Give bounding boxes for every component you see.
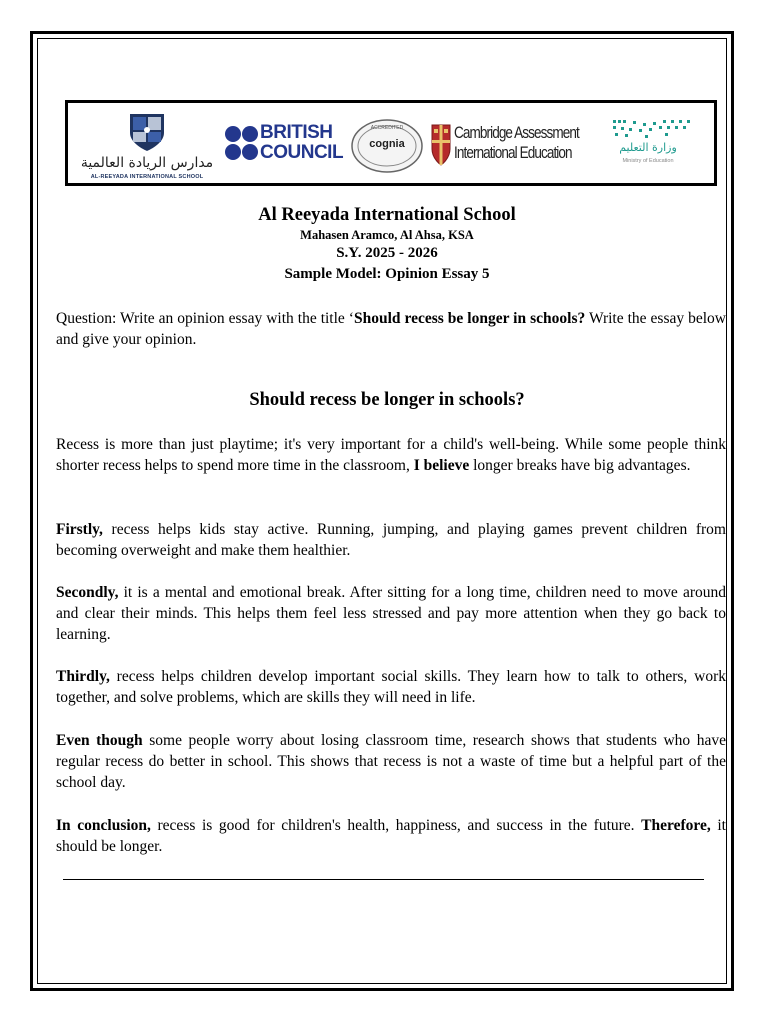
logo-bar	[65, 100, 717, 186]
school-name: Al Reeyada International School	[258, 205, 516, 225]
cambridge-logo	[430, 121, 610, 169]
cambridge-wordmark: Cambridge Assessment International Education	[454, 124, 579, 162]
reeyada-arabic-name: مدارس الريادة العالمية	[80, 155, 214, 171]
essay-paragraph-1: Firstly, recess helps kids stay active. Running, jumping, and playing games prevent children from becoming overweight and make them healthier.	[56, 521, 726, 559]
british-council-wordmark: BRITISH COUNCIL	[260, 122, 344, 163]
ministry-arabic-name: وزارة التعليم	[619, 141, 677, 154]
reeyada-english-name: AL-REEYADA INTERNATIONAL SCHOOL	[90, 174, 204, 180]
ministry-dots-icon	[603, 117, 693, 143]
cognia-seal-text: ACCREDITED	[370, 125, 404, 131]
ministry-english-name: Ministry of Education	[622, 158, 674, 164]
cognia-logo	[350, 118, 424, 174]
ministry-logo	[603, 113, 713, 173]
essay-title: Should recess be longer in schools?	[249, 390, 525, 410]
al-reeyada-logo	[72, 111, 222, 181]
british-council-dots-icon	[224, 123, 260, 167]
essay-paragraph-3: Thirdly, recess helps children develop important social skills. They learn how to talk to others, work together, and solve problems, which are skills they will need in life.	[56, 668, 726, 706]
british-council-logo	[224, 121, 350, 169]
cambridge-crest-icon	[430, 123, 452, 167]
school-address: Mahasen Aramco, Al Ahsa, KSA	[300, 228, 474, 242]
question-prompt: Question: Write an opinion essay with the title ‘Should recess be longer in schools? Write the essay below and give your opinion.	[56, 310, 726, 348]
essay-paragraph-2: Secondly, it is a mental and emotional break. After sitting for a long time, children need to move around and clear their minds. This helps them feel less stressed and pay more attention when they go back to learning.	[56, 584, 726, 643]
end-divider-line	[63, 879, 704, 880]
cognia-wordmark: cognia	[369, 138, 405, 150]
essay-conclusion: In conclusion, recess is good for children's health, happiness, and success in the future. Therefore, it should be longer.	[56, 817, 726, 855]
essay-intro-paragraph: Recess is more than just playtime; it's very important for a child's well-being. While some people think shorter recess helps to spend more time in the classroom, I believe longer breaks have big advantages.	[56, 436, 726, 474]
question-title: Should recess be longer in schools?	[353, 310, 586, 327]
shield-icon	[72, 111, 222, 155]
essay-model-title: Sample Model: Opinion Essay 5	[284, 266, 490, 282]
document-header	[40, 203, 734, 285]
school-year: S.Y. 2025 - 2026	[336, 245, 438, 261]
essay-paragraph-4: Even though some people worry about losing classroom time, research shows that students who have regular recess do better in school. This shows that recess is not a waste of time but a helpful part of the school day.	[56, 732, 726, 791]
